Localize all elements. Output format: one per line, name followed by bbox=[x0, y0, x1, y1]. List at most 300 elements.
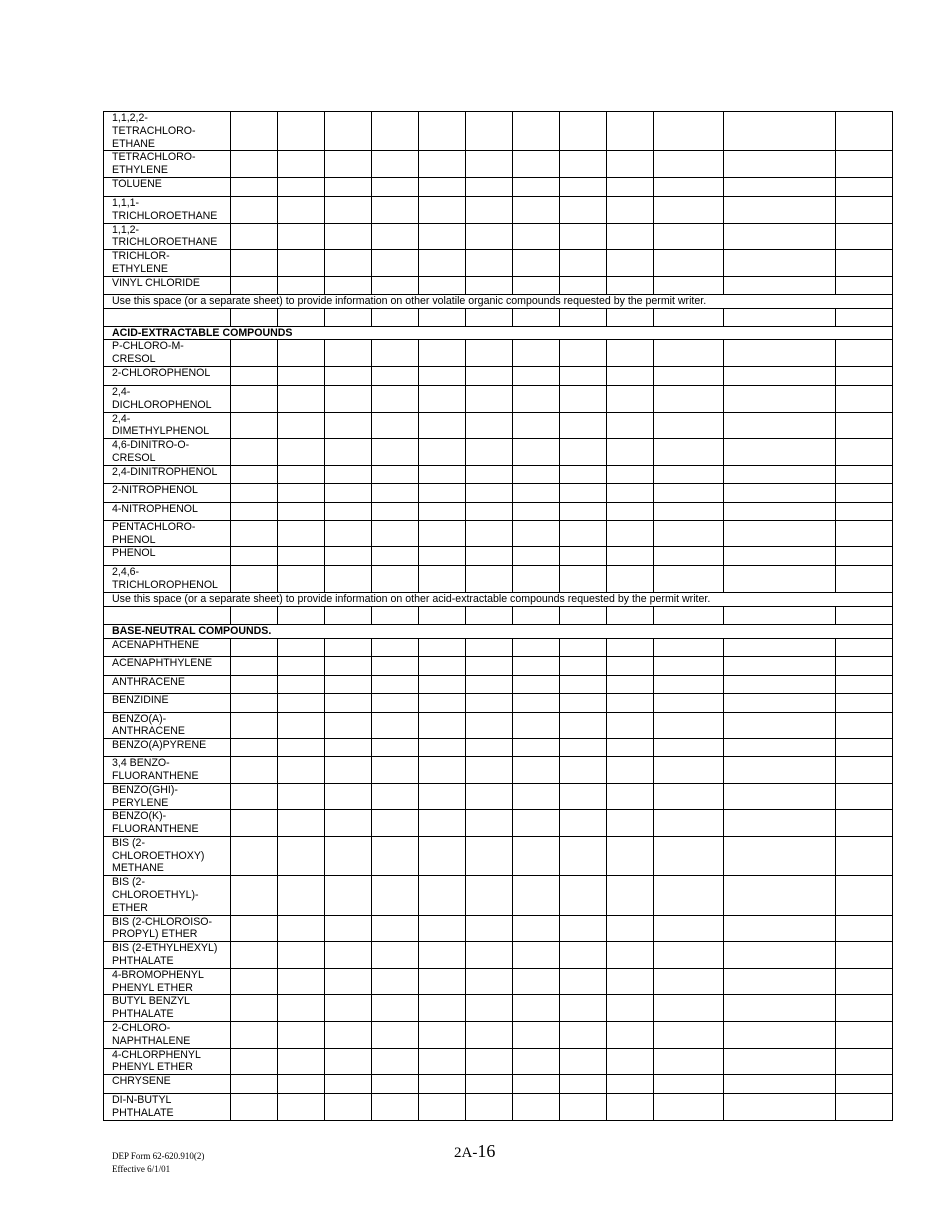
value-entry-cell[interactable] bbox=[325, 276, 372, 294]
value-entry-cell[interactable] bbox=[466, 757, 513, 784]
value-entry-cell[interactable] bbox=[836, 1094, 893, 1121]
value-entry-cell[interactable] bbox=[419, 366, 466, 385]
value-entry-cell[interactable] bbox=[419, 308, 466, 326]
value-entry-cell[interactable] bbox=[419, 177, 466, 196]
value-entry-cell[interactable] bbox=[325, 656, 372, 675]
value-entry-cell[interactable] bbox=[372, 276, 419, 294]
value-entry-cell[interactable] bbox=[607, 693, 654, 712]
value-entry-cell[interactable] bbox=[836, 1048, 893, 1075]
value-entry-cell[interactable] bbox=[836, 465, 893, 483]
value-entry-cell[interactable] bbox=[231, 1022, 278, 1049]
value-entry-cell[interactable] bbox=[724, 712, 836, 739]
value-entry-cell[interactable] bbox=[607, 308, 654, 326]
value-entry-cell[interactable] bbox=[560, 566, 607, 593]
value-entry-cell[interactable] bbox=[231, 968, 278, 995]
value-entry-cell[interactable] bbox=[836, 675, 893, 693]
value-entry-cell[interactable] bbox=[231, 177, 278, 196]
value-entry-cell[interactable] bbox=[278, 196, 325, 223]
value-entry-cell[interactable] bbox=[466, 915, 513, 942]
value-entry-cell[interactable] bbox=[231, 112, 278, 151]
value-entry-cell[interactable] bbox=[278, 810, 325, 837]
value-entry-cell[interactable] bbox=[278, 712, 325, 739]
value-entry-cell[interactable] bbox=[466, 783, 513, 810]
value-entry-cell[interactable] bbox=[372, 675, 419, 693]
value-entry-cell[interactable] bbox=[278, 547, 325, 566]
value-entry-cell[interactable] bbox=[278, 177, 325, 196]
value-entry-cell[interactable] bbox=[560, 412, 607, 439]
value-entry-cell[interactable] bbox=[278, 783, 325, 810]
value-entry-cell[interactable] bbox=[466, 942, 513, 969]
value-entry-cell[interactable] bbox=[278, 340, 325, 367]
value-entry-cell[interactable] bbox=[466, 638, 513, 656]
value-entry-cell[interactable] bbox=[836, 712, 893, 739]
value-entry-cell[interactable] bbox=[654, 876, 724, 915]
value-entry-cell[interactable] bbox=[466, 439, 513, 466]
value-entry-cell[interactable] bbox=[513, 465, 560, 483]
value-entry-cell[interactable] bbox=[466, 112, 513, 151]
value-entry-cell[interactable] bbox=[560, 995, 607, 1022]
value-entry-cell[interactable] bbox=[278, 1022, 325, 1049]
value-entry-cell[interactable] bbox=[325, 995, 372, 1022]
value-entry-cell[interactable] bbox=[372, 547, 419, 566]
value-entry-cell[interactable] bbox=[724, 366, 836, 385]
value-entry-cell[interactable] bbox=[466, 223, 513, 250]
value-entry-cell[interactable] bbox=[325, 606, 372, 624]
value-entry-cell[interactable] bbox=[278, 566, 325, 593]
value-entry-cell[interactable] bbox=[836, 340, 893, 367]
value-entry-cell[interactable] bbox=[372, 995, 419, 1022]
value-entry-cell[interactable] bbox=[560, 340, 607, 367]
value-entry-cell[interactable] bbox=[560, 675, 607, 693]
value-entry-cell[interactable] bbox=[560, 547, 607, 566]
value-entry-cell[interactable] bbox=[607, 1048, 654, 1075]
value-entry-cell[interactable] bbox=[419, 412, 466, 439]
value-entry-cell[interactable] bbox=[325, 465, 372, 483]
value-entry-cell[interactable] bbox=[278, 250, 325, 277]
value-entry-cell[interactable] bbox=[466, 412, 513, 439]
value-entry-cell[interactable] bbox=[325, 1094, 372, 1121]
value-entry-cell[interactable] bbox=[607, 968, 654, 995]
value-entry-cell[interactable] bbox=[466, 465, 513, 483]
value-entry-cell[interactable] bbox=[372, 340, 419, 367]
value-entry-cell[interactable] bbox=[560, 693, 607, 712]
value-entry-cell[interactable] bbox=[513, 566, 560, 593]
value-entry-cell[interactable] bbox=[836, 547, 893, 566]
value-entry-cell[interactable] bbox=[372, 693, 419, 712]
value-entry-cell[interactable] bbox=[836, 502, 893, 520]
value-entry-cell[interactable] bbox=[654, 223, 724, 250]
value-entry-cell[interactable] bbox=[372, 836, 419, 875]
value-entry-cell[interactable] bbox=[325, 250, 372, 277]
value-entry-cell[interactable] bbox=[654, 693, 724, 712]
value-entry-cell[interactable] bbox=[325, 196, 372, 223]
value-entry-cell[interactable] bbox=[724, 112, 836, 151]
value-entry-cell[interactable] bbox=[836, 385, 893, 412]
value-entry-cell[interactable] bbox=[513, 783, 560, 810]
value-entry-cell[interactable] bbox=[513, 675, 560, 693]
value-entry-cell[interactable] bbox=[466, 1075, 513, 1094]
value-entry-cell[interactable] bbox=[231, 915, 278, 942]
value-entry-cell[interactable] bbox=[325, 340, 372, 367]
value-entry-cell[interactable] bbox=[560, 366, 607, 385]
value-entry-cell[interactable] bbox=[724, 483, 836, 502]
value-entry-cell[interactable] bbox=[513, 308, 560, 326]
value-entry-cell[interactable] bbox=[513, 1048, 560, 1075]
value-entry-cell[interactable] bbox=[419, 566, 466, 593]
value-entry-cell[interactable] bbox=[466, 196, 513, 223]
value-entry-cell[interactable] bbox=[419, 223, 466, 250]
value-entry-cell[interactable] bbox=[278, 151, 325, 178]
value-entry-cell[interactable] bbox=[560, 1048, 607, 1075]
value-entry-cell[interactable] bbox=[325, 502, 372, 520]
value-entry-cell[interactable] bbox=[607, 502, 654, 520]
value-entry-cell[interactable] bbox=[278, 656, 325, 675]
value-entry-cell[interactable] bbox=[325, 151, 372, 178]
value-entry-cell[interactable] bbox=[654, 308, 724, 326]
value-entry-cell[interactable] bbox=[278, 385, 325, 412]
value-entry-cell[interactable] bbox=[372, 712, 419, 739]
value-entry-cell[interactable] bbox=[560, 483, 607, 502]
value-entry-cell[interactable] bbox=[654, 151, 724, 178]
value-entry-cell[interactable] bbox=[325, 712, 372, 739]
value-entry-cell[interactable] bbox=[607, 566, 654, 593]
value-entry-cell[interactable] bbox=[278, 465, 325, 483]
value-entry-cell[interactable] bbox=[607, 276, 654, 294]
value-entry-cell[interactable] bbox=[836, 1022, 893, 1049]
value-entry-cell[interactable] bbox=[654, 520, 724, 547]
value-entry-cell[interactable] bbox=[513, 502, 560, 520]
value-entry-cell[interactable] bbox=[325, 968, 372, 995]
value-entry-cell[interactable] bbox=[607, 385, 654, 412]
value-entry-cell[interactable] bbox=[419, 606, 466, 624]
value-entry-cell[interactable] bbox=[654, 276, 724, 294]
value-entry-cell[interactable] bbox=[419, 547, 466, 566]
value-entry-cell[interactable] bbox=[836, 942, 893, 969]
value-entry-cell[interactable] bbox=[513, 177, 560, 196]
value-entry-cell[interactable] bbox=[654, 250, 724, 277]
value-entry-cell[interactable] bbox=[560, 1022, 607, 1049]
value-entry-cell[interactable] bbox=[607, 836, 654, 875]
value-entry-cell[interactable] bbox=[654, 439, 724, 466]
value-entry-cell[interactable] bbox=[231, 250, 278, 277]
value-entry-cell[interactable] bbox=[607, 995, 654, 1022]
value-entry-cell[interactable] bbox=[513, 385, 560, 412]
value-entry-cell[interactable] bbox=[231, 638, 278, 656]
value-entry-cell[interactable] bbox=[231, 712, 278, 739]
value-entry-cell[interactable] bbox=[466, 1094, 513, 1121]
value-entry-cell[interactable] bbox=[372, 566, 419, 593]
value-entry-cell[interactable] bbox=[654, 483, 724, 502]
value-entry-cell[interactable] bbox=[607, 112, 654, 151]
value-entry-cell[interactable] bbox=[724, 606, 836, 624]
value-entry-cell[interactable] bbox=[231, 412, 278, 439]
value-entry-cell[interactable] bbox=[419, 1048, 466, 1075]
value-entry-cell[interactable] bbox=[560, 1075, 607, 1094]
value-entry-cell[interactable] bbox=[560, 915, 607, 942]
value-entry-cell[interactable] bbox=[466, 968, 513, 995]
value-entry-cell[interactable] bbox=[278, 520, 325, 547]
value-entry-cell[interactable] bbox=[513, 638, 560, 656]
value-entry-cell[interactable] bbox=[836, 739, 893, 757]
value-entry-cell[interactable] bbox=[724, 915, 836, 942]
value-entry-cell[interactable] bbox=[513, 366, 560, 385]
value-entry-cell[interactable] bbox=[654, 1048, 724, 1075]
value-entry-cell[interactable] bbox=[466, 151, 513, 178]
value-entry-cell[interactable] bbox=[466, 1022, 513, 1049]
value-entry-cell[interactable] bbox=[654, 340, 724, 367]
value-entry-cell[interactable] bbox=[654, 915, 724, 942]
value-entry-cell[interactable] bbox=[419, 1075, 466, 1094]
value-entry-cell[interactable] bbox=[419, 810, 466, 837]
value-entry-cell[interactable] bbox=[325, 638, 372, 656]
value-entry-cell[interactable] bbox=[419, 876, 466, 915]
value-entry-cell[interactable] bbox=[607, 439, 654, 466]
value-entry-cell[interactable] bbox=[419, 757, 466, 784]
value-entry-cell[interactable] bbox=[607, 1075, 654, 1094]
value-entry-cell[interactable] bbox=[419, 712, 466, 739]
value-entry-cell[interactable] bbox=[607, 876, 654, 915]
value-entry-cell[interactable] bbox=[513, 196, 560, 223]
value-entry-cell[interactable] bbox=[560, 968, 607, 995]
value-entry-cell[interactable] bbox=[724, 412, 836, 439]
value-entry-cell[interactable] bbox=[513, 1022, 560, 1049]
value-entry-cell[interactable] bbox=[372, 112, 419, 151]
value-entry-cell[interactable] bbox=[513, 606, 560, 624]
value-entry-cell[interactable] bbox=[325, 693, 372, 712]
value-entry-cell[interactable] bbox=[419, 439, 466, 466]
value-entry-cell[interactable] bbox=[372, 942, 419, 969]
value-entry-cell[interactable] bbox=[724, 968, 836, 995]
value-entry-cell[interactable] bbox=[372, 196, 419, 223]
value-entry-cell[interactable] bbox=[724, 308, 836, 326]
value-entry-cell[interactable] bbox=[325, 520, 372, 547]
value-entry-cell[interactable] bbox=[607, 196, 654, 223]
value-entry-cell[interactable] bbox=[466, 547, 513, 566]
value-entry-cell[interactable] bbox=[278, 276, 325, 294]
value-entry-cell[interactable] bbox=[654, 836, 724, 875]
value-entry-cell[interactable] bbox=[419, 465, 466, 483]
value-entry-cell[interactable] bbox=[836, 223, 893, 250]
value-entry-cell[interactable] bbox=[654, 968, 724, 995]
value-entry-cell[interactable] bbox=[372, 308, 419, 326]
value-entry-cell[interactable] bbox=[607, 547, 654, 566]
value-entry-cell[interactable] bbox=[325, 112, 372, 151]
value-entry-cell[interactable] bbox=[724, 638, 836, 656]
value-entry-cell[interactable] bbox=[419, 693, 466, 712]
value-entry-cell[interactable] bbox=[654, 465, 724, 483]
value-entry-cell[interactable] bbox=[513, 810, 560, 837]
value-entry-cell[interactable] bbox=[513, 942, 560, 969]
value-entry-cell[interactable] bbox=[724, 1022, 836, 1049]
value-entry-cell[interactable] bbox=[560, 810, 607, 837]
value-entry-cell[interactable] bbox=[513, 656, 560, 675]
value-entry-cell[interactable] bbox=[372, 638, 419, 656]
value-entry-cell[interactable] bbox=[654, 547, 724, 566]
value-entry-cell[interactable] bbox=[607, 520, 654, 547]
value-entry-cell[interactable] bbox=[654, 385, 724, 412]
value-entry-cell[interactable] bbox=[513, 151, 560, 178]
value-entry-cell[interactable] bbox=[607, 250, 654, 277]
value-entry-cell[interactable] bbox=[325, 739, 372, 757]
value-entry-cell[interactable] bbox=[278, 439, 325, 466]
value-entry-cell[interactable] bbox=[419, 739, 466, 757]
value-entry-cell[interactable] bbox=[560, 656, 607, 675]
value-entry-cell[interactable] bbox=[231, 810, 278, 837]
value-entry-cell[interactable] bbox=[231, 675, 278, 693]
value-entry-cell[interactable] bbox=[836, 520, 893, 547]
value-entry-cell[interactable] bbox=[231, 942, 278, 969]
value-entry-cell[interactable] bbox=[419, 995, 466, 1022]
value-entry-cell[interactable] bbox=[724, 566, 836, 593]
value-entry-cell[interactable] bbox=[724, 250, 836, 277]
value-entry-cell[interactable] bbox=[607, 656, 654, 675]
value-entry-cell[interactable] bbox=[325, 783, 372, 810]
value-entry-cell[interactable] bbox=[372, 656, 419, 675]
value-entry-cell[interactable] bbox=[419, 340, 466, 367]
value-entry-cell[interactable] bbox=[419, 968, 466, 995]
value-entry-cell[interactable] bbox=[325, 675, 372, 693]
value-entry-cell[interactable] bbox=[325, 876, 372, 915]
value-entry-cell[interactable] bbox=[724, 465, 836, 483]
value-entry-cell[interactable] bbox=[466, 308, 513, 326]
value-entry-cell[interactable] bbox=[231, 1075, 278, 1094]
value-entry-cell[interactable] bbox=[560, 712, 607, 739]
value-entry-cell[interactable] bbox=[419, 276, 466, 294]
value-entry-cell[interactable] bbox=[560, 465, 607, 483]
value-entry-cell[interactable] bbox=[325, 1022, 372, 1049]
value-entry-cell[interactable] bbox=[724, 151, 836, 178]
value-entry-cell[interactable] bbox=[325, 308, 372, 326]
value-entry-cell[interactable] bbox=[325, 439, 372, 466]
value-entry-cell[interactable] bbox=[560, 385, 607, 412]
value-entry-cell[interactable] bbox=[560, 757, 607, 784]
value-entry-cell[interactable] bbox=[836, 638, 893, 656]
value-entry-cell[interactable] bbox=[278, 942, 325, 969]
value-entry-cell[interactable] bbox=[654, 942, 724, 969]
value-entry-cell[interactable] bbox=[836, 995, 893, 1022]
value-entry-cell[interactable] bbox=[560, 876, 607, 915]
value-entry-cell[interactable] bbox=[466, 810, 513, 837]
value-entry-cell[interactable] bbox=[724, 223, 836, 250]
value-entry-cell[interactable] bbox=[419, 1022, 466, 1049]
value-entry-cell[interactable] bbox=[560, 1094, 607, 1121]
value-entry-cell[interactable] bbox=[560, 638, 607, 656]
value-entry-cell[interactable] bbox=[278, 366, 325, 385]
value-entry-cell[interactable] bbox=[419, 483, 466, 502]
value-entry-cell[interactable] bbox=[836, 276, 893, 294]
value-entry-cell[interactable] bbox=[836, 876, 893, 915]
value-entry-cell[interactable] bbox=[325, 836, 372, 875]
value-entry-cell[interactable] bbox=[560, 151, 607, 178]
value-entry-cell[interactable] bbox=[278, 693, 325, 712]
value-entry-cell[interactable] bbox=[372, 757, 419, 784]
value-entry-cell[interactable] bbox=[654, 675, 724, 693]
value-entry-cell[interactable] bbox=[325, 223, 372, 250]
value-entry-cell[interactable] bbox=[654, 1022, 724, 1049]
value-entry-cell[interactable] bbox=[372, 1075, 419, 1094]
value-entry-cell[interactable] bbox=[231, 502, 278, 520]
value-entry-cell[interactable] bbox=[372, 1094, 419, 1121]
value-entry-cell[interactable] bbox=[278, 1094, 325, 1121]
value-entry-cell[interactable] bbox=[836, 783, 893, 810]
value-entry-cell[interactable] bbox=[724, 276, 836, 294]
value-entry-cell[interactable] bbox=[836, 693, 893, 712]
value-entry-cell[interactable] bbox=[836, 196, 893, 223]
value-entry-cell[interactable] bbox=[231, 757, 278, 784]
value-entry-cell[interactable] bbox=[607, 340, 654, 367]
value-entry-cell[interactable] bbox=[278, 915, 325, 942]
value-entry-cell[interactable] bbox=[513, 276, 560, 294]
value-entry-cell[interactable] bbox=[466, 385, 513, 412]
value-entry-cell[interactable] bbox=[278, 1075, 325, 1094]
value-entry-cell[interactable] bbox=[325, 547, 372, 566]
value-entry-cell[interactable] bbox=[560, 439, 607, 466]
value-entry-cell[interactable] bbox=[231, 520, 278, 547]
value-entry-cell[interactable] bbox=[466, 1048, 513, 1075]
value-entry-cell[interactable] bbox=[607, 712, 654, 739]
value-entry-cell[interactable] bbox=[654, 712, 724, 739]
value-entry-cell[interactable] bbox=[836, 566, 893, 593]
value-entry-cell[interactable] bbox=[836, 151, 893, 178]
value-entry-cell[interactable] bbox=[419, 196, 466, 223]
value-entry-cell[interactable] bbox=[325, 942, 372, 969]
value-entry-cell[interactable] bbox=[372, 783, 419, 810]
value-entry-cell[interactable] bbox=[231, 308, 278, 326]
value-entry-cell[interactable] bbox=[466, 483, 513, 502]
value-entry-cell[interactable] bbox=[654, 783, 724, 810]
value-entry-cell[interactable] bbox=[466, 502, 513, 520]
value-entry-cell[interactable] bbox=[513, 693, 560, 712]
value-entry-cell[interactable] bbox=[466, 520, 513, 547]
value-entry-cell[interactable] bbox=[560, 942, 607, 969]
value-entry-cell[interactable] bbox=[419, 151, 466, 178]
blank-entry-cell[interactable] bbox=[104, 606, 231, 624]
value-entry-cell[interactable] bbox=[231, 836, 278, 875]
value-entry-cell[interactable] bbox=[372, 876, 419, 915]
value-entry-cell[interactable] bbox=[654, 566, 724, 593]
value-entry-cell[interactable] bbox=[231, 876, 278, 915]
value-entry-cell[interactable] bbox=[325, 385, 372, 412]
value-entry-cell[interactable] bbox=[466, 250, 513, 277]
value-entry-cell[interactable] bbox=[466, 276, 513, 294]
value-entry-cell[interactable] bbox=[419, 112, 466, 151]
value-entry-cell[interactable] bbox=[372, 739, 419, 757]
value-entry-cell[interactable] bbox=[231, 1048, 278, 1075]
value-entry-cell[interactable] bbox=[836, 757, 893, 784]
value-entry-cell[interactable] bbox=[278, 483, 325, 502]
value-entry-cell[interactable] bbox=[513, 757, 560, 784]
value-entry-cell[interactable] bbox=[231, 223, 278, 250]
value-entry-cell[interactable] bbox=[419, 942, 466, 969]
value-entry-cell[interactable] bbox=[836, 112, 893, 151]
value-entry-cell[interactable] bbox=[278, 675, 325, 693]
value-entry-cell[interactable] bbox=[325, 177, 372, 196]
value-entry-cell[interactable] bbox=[836, 366, 893, 385]
value-entry-cell[interactable] bbox=[372, 465, 419, 483]
value-entry-cell[interactable] bbox=[724, 385, 836, 412]
value-entry-cell[interactable] bbox=[231, 783, 278, 810]
value-entry-cell[interactable] bbox=[278, 1048, 325, 1075]
value-entry-cell[interactable] bbox=[560, 783, 607, 810]
value-entry-cell[interactable] bbox=[231, 547, 278, 566]
value-entry-cell[interactable] bbox=[372, 606, 419, 624]
value-entry-cell[interactable] bbox=[231, 366, 278, 385]
value-entry-cell[interactable] bbox=[654, 995, 724, 1022]
value-entry-cell[interactable] bbox=[278, 638, 325, 656]
value-entry-cell[interactable] bbox=[231, 276, 278, 294]
value-entry-cell[interactable] bbox=[513, 439, 560, 466]
value-entry-cell[interactable] bbox=[513, 876, 560, 915]
